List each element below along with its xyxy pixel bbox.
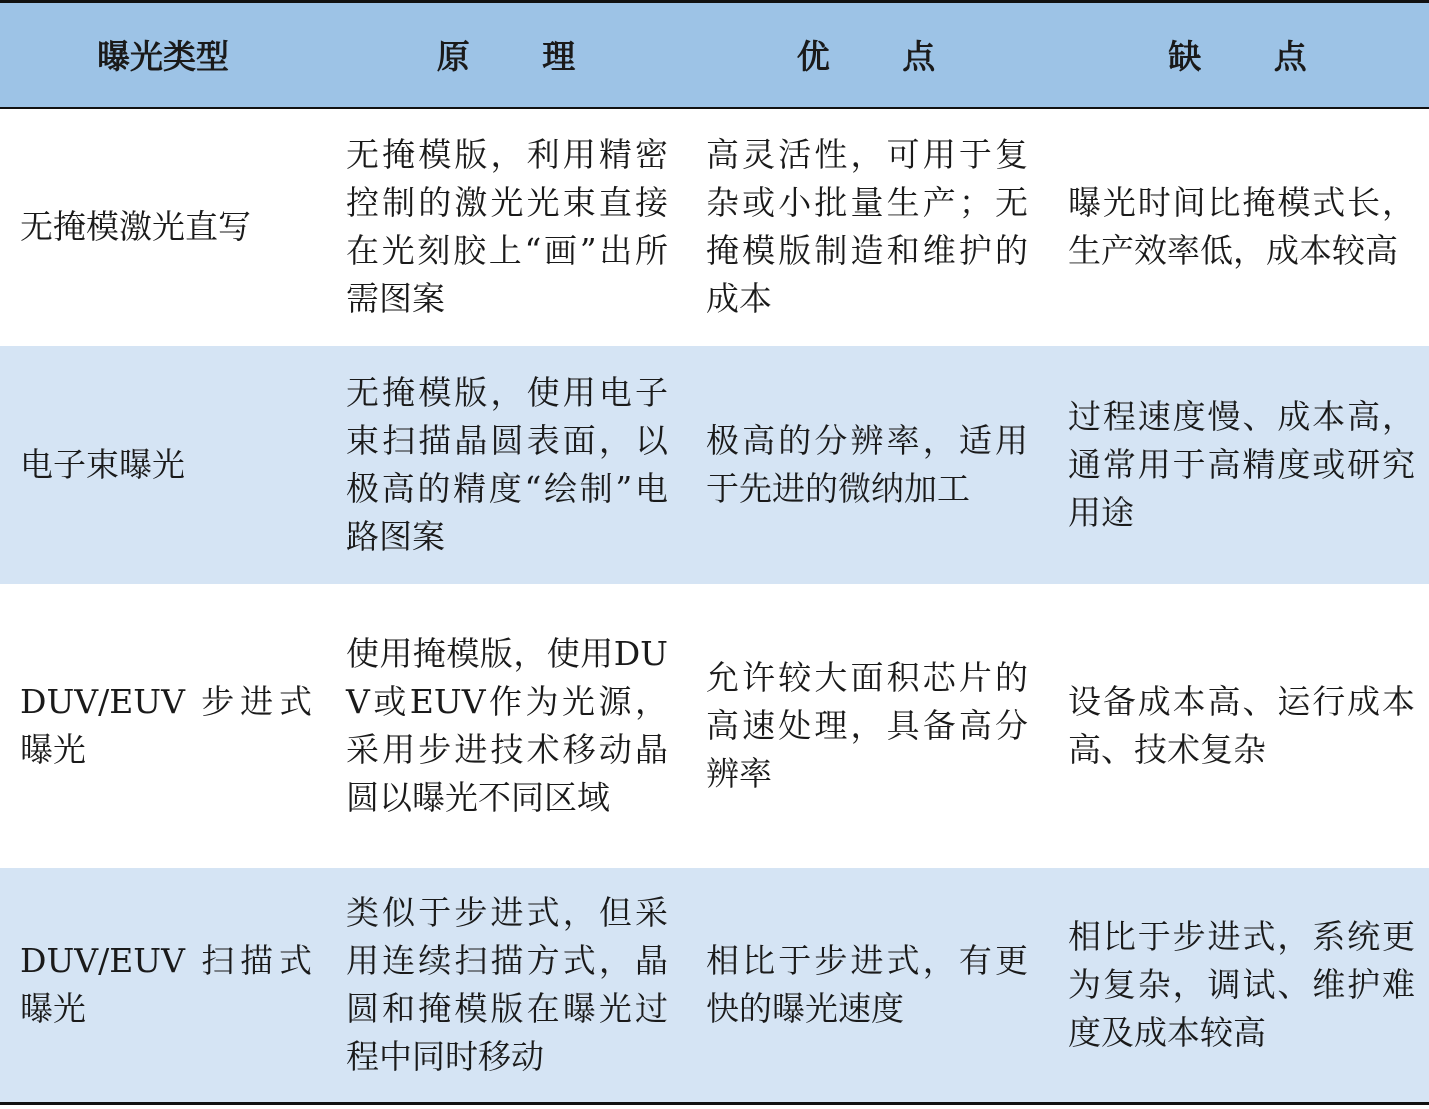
table-header xyxy=(0,2,1429,108)
cell-type: 电子束曝光 xyxy=(20,444,185,484)
cell-disadvantages: 曝光时间比掩模式长，生产效率低，成本较高 xyxy=(1068,183,1415,270)
header-type-label: 曝光类型 xyxy=(97,37,229,77)
header-disadvantages-label: 缺点 xyxy=(1168,37,1380,77)
header-disadvantages xyxy=(1046,2,1429,108)
cell-advantages: 允许较大面积芯片的高速处理，具备高分辨率 xyxy=(706,657,1028,793)
table-row xyxy=(0,346,1429,584)
cell-advantages: 高灵活性，可用于复杂或小批量生产；无掩模版制造和维护的成本 xyxy=(706,135,1028,318)
cell-disadvantages: 过程速度慢、成本高，通常用于高精度或研究用途 xyxy=(1068,396,1415,532)
header-row xyxy=(0,2,1429,108)
cell-advantages: 极高的分辨率，适用于先进的微纳加工 xyxy=(706,420,1028,508)
header-advantages xyxy=(686,2,1046,108)
cell-advantages: 相比于步进式，有更快的曝光速度 xyxy=(706,940,1028,1028)
header-advantages-label: 优点 xyxy=(796,37,1008,77)
cell-principle: 类似于步进式，但采用连续扫描方式，晶圆和掩模版在曝光过程中同时移动 xyxy=(346,892,668,1076)
table-row xyxy=(0,584,1429,868)
table-body xyxy=(0,108,1429,1104)
table-row xyxy=(0,868,1429,1104)
table-row xyxy=(0,108,1429,346)
cell-principle: 无掩模版，利用精密控制的激光光束直接在光刻胶上“画”出所需图案 xyxy=(346,135,668,318)
cell-principle: 使用掩模版，使用DUV或EUV作为光源，采用步进技术移动晶圆以曝光不同区域 xyxy=(346,633,668,817)
cell-type: DUV/EUV 步进式曝光 xyxy=(20,681,312,769)
header-type xyxy=(0,2,326,108)
cell-disadvantages: 设备成本高、运行成本高、技术复杂 xyxy=(1068,681,1415,769)
cell-disadvantages: 相比于步进式，系统更为复杂，调试、维护难度及成本较高 xyxy=(1068,916,1415,1052)
cell-type: 无掩模激光直写 xyxy=(20,207,251,246)
header-principle-label: 原理 xyxy=(436,37,648,77)
header-principle xyxy=(326,2,686,108)
cell-type: DUV/EUV 扫描式曝光 xyxy=(20,940,312,1028)
cell-principle: 无掩模版，使用电子束扫描晶圆表面，以极高的精度“绘制”电路图案 xyxy=(346,372,668,556)
